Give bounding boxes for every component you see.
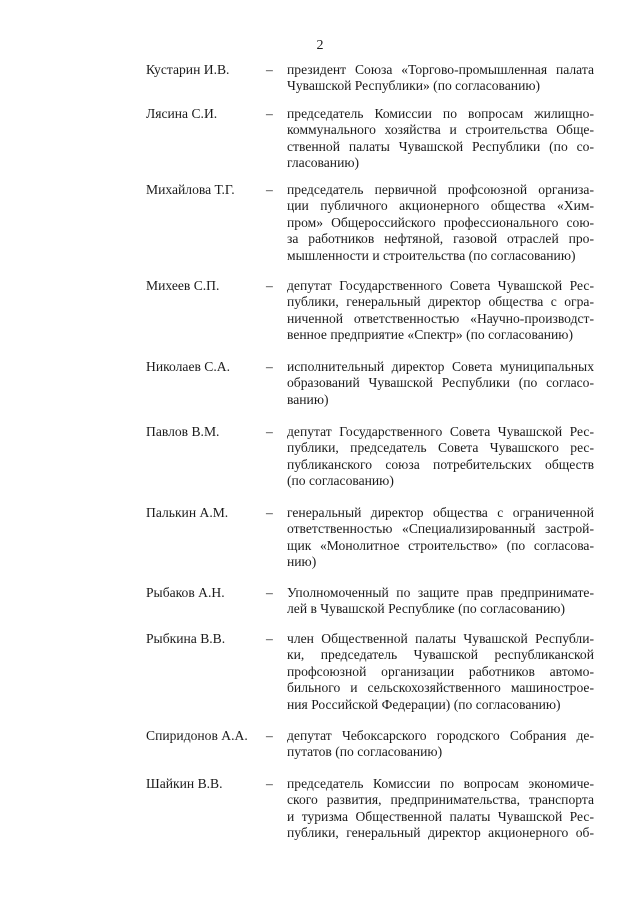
description-line: коммунального хозяйства и строительства Обще- [287,122,594,138]
dash-separator: – [266,278,273,293]
description-line: венное предприятие «Спектр» (по согласованию) [287,327,573,343]
member-name: Палькин А.М. [146,505,229,520]
dash-separator: – [266,631,273,646]
member-description [287,728,594,761]
dash-separator: – [266,106,273,121]
description-line: Уполномоченный по защите прав предпринимате- [287,585,594,600]
description-line: председатель Комиссии по вопросам экономиче- [287,776,594,791]
dash-separator: – [266,585,273,600]
member-description [287,776,594,842]
dash-separator: – [266,728,273,743]
description-line: исполнительный директор Совета муниципальных [287,359,594,374]
dash-separator: – [266,182,273,197]
description-line: пром» Общероссийского профессионального сою- [287,214,594,230]
description-line: (по согласованию) [287,473,394,489]
member-name: Михеев С.П. [146,278,220,293]
description-line: публики, генеральный директор общества с огра- [287,294,594,310]
description-line: председатель первичной профсоюзной организа- [287,182,594,197]
description-line: депутат Государственного Совета Чувашской Рес- [287,424,594,439]
description-line: ванию) [287,391,329,407]
description-line: профсоюзной организации работников автомо- [287,663,594,679]
description-line: образований Чувашской Республики (по согласо- [287,375,594,391]
member-description [287,585,594,618]
description-line: нию) [287,554,317,570]
description-line: ского развития, предпринимательства, транспорта [287,792,594,808]
member-name: Николаев С.А. [146,359,230,374]
member-description [287,106,594,172]
description-line: ниченной ответственностью «Научно-производст- [287,310,594,326]
description-line: ния Российской Федерации) (по согласованию) [287,696,561,712]
description-line: публики, генеральный директор акционерного об- [287,825,594,841]
member-description [287,424,594,490]
description-line: ки, председатель Чувашской республиканской [287,647,594,663]
description-line: лей в Чувашской Республике (по согласованию) [287,601,565,617]
description-line: путатов (по согласованию) [287,744,443,760]
description-line: бильного и сельскохозяйственного машинострое- [287,680,594,696]
description-line: президент Союза «Торгово-промышленная палата [287,62,594,77]
member-description [287,631,594,713]
description-line: Чувашской Республики» (по согласованию) [287,78,541,94]
member-name: Рыбаков А.Н. [146,585,225,600]
description-line: мышленности и строительства (по согласованию) [287,247,576,263]
dash-separator: – [266,359,273,374]
dash-separator: – [266,424,273,439]
member-name: Лясина С.И. [146,106,218,121]
member-name: Кустарин И.В. [146,62,230,77]
page-number: 2 [316,38,324,53]
member-name: Михайлова Т.Г. [146,182,235,197]
member-description [287,62,594,95]
description-line: ственной палаты Чувашской Республики (по со- [287,138,594,154]
member-description [287,505,594,571]
description-line: за работников нефтяной, газовой отраслей про- [287,231,594,247]
dash-separator: – [266,505,273,520]
description-line: член Общественной палаты Чувашской Республи- [287,631,594,646]
description-line: ответственностью «Специализированный застрой- [287,521,594,537]
dash-separator: – [266,776,273,791]
description-line: председатель Комиссии по вопросам жилищно- [287,106,594,121]
member-description [287,359,594,408]
description-line: публиканского союза потребительских обществ [287,456,594,472]
description-line: депутат Чебоксарского городского Собрания де- [287,728,594,743]
description-line: гласованию) [287,155,360,171]
description-line: генеральный директор общества с ограниченной [287,505,594,520]
member-name: Шайкин В.В. [146,776,223,791]
member-name: Павлов В.М. [146,424,220,439]
description-line: и туризма Общественной палаты Чувашской Рес- [287,808,594,824]
dash-separator: – [266,62,273,77]
description-line: депутат Государственного Совета Чувашской Рес- [287,278,594,293]
description-line: щик «Монолитное строительство» (по согласова- [287,537,594,553]
member-description [287,182,594,264]
description-line: публики, председатель Совета Чувашского рес- [287,440,594,456]
description-line: ции публичного акционерного общества «Хим- [287,198,594,214]
member-name: Рыбкина В.В. [146,631,226,646]
member-description [287,278,594,344]
member-name: Спиридонов А.А. [146,728,248,743]
